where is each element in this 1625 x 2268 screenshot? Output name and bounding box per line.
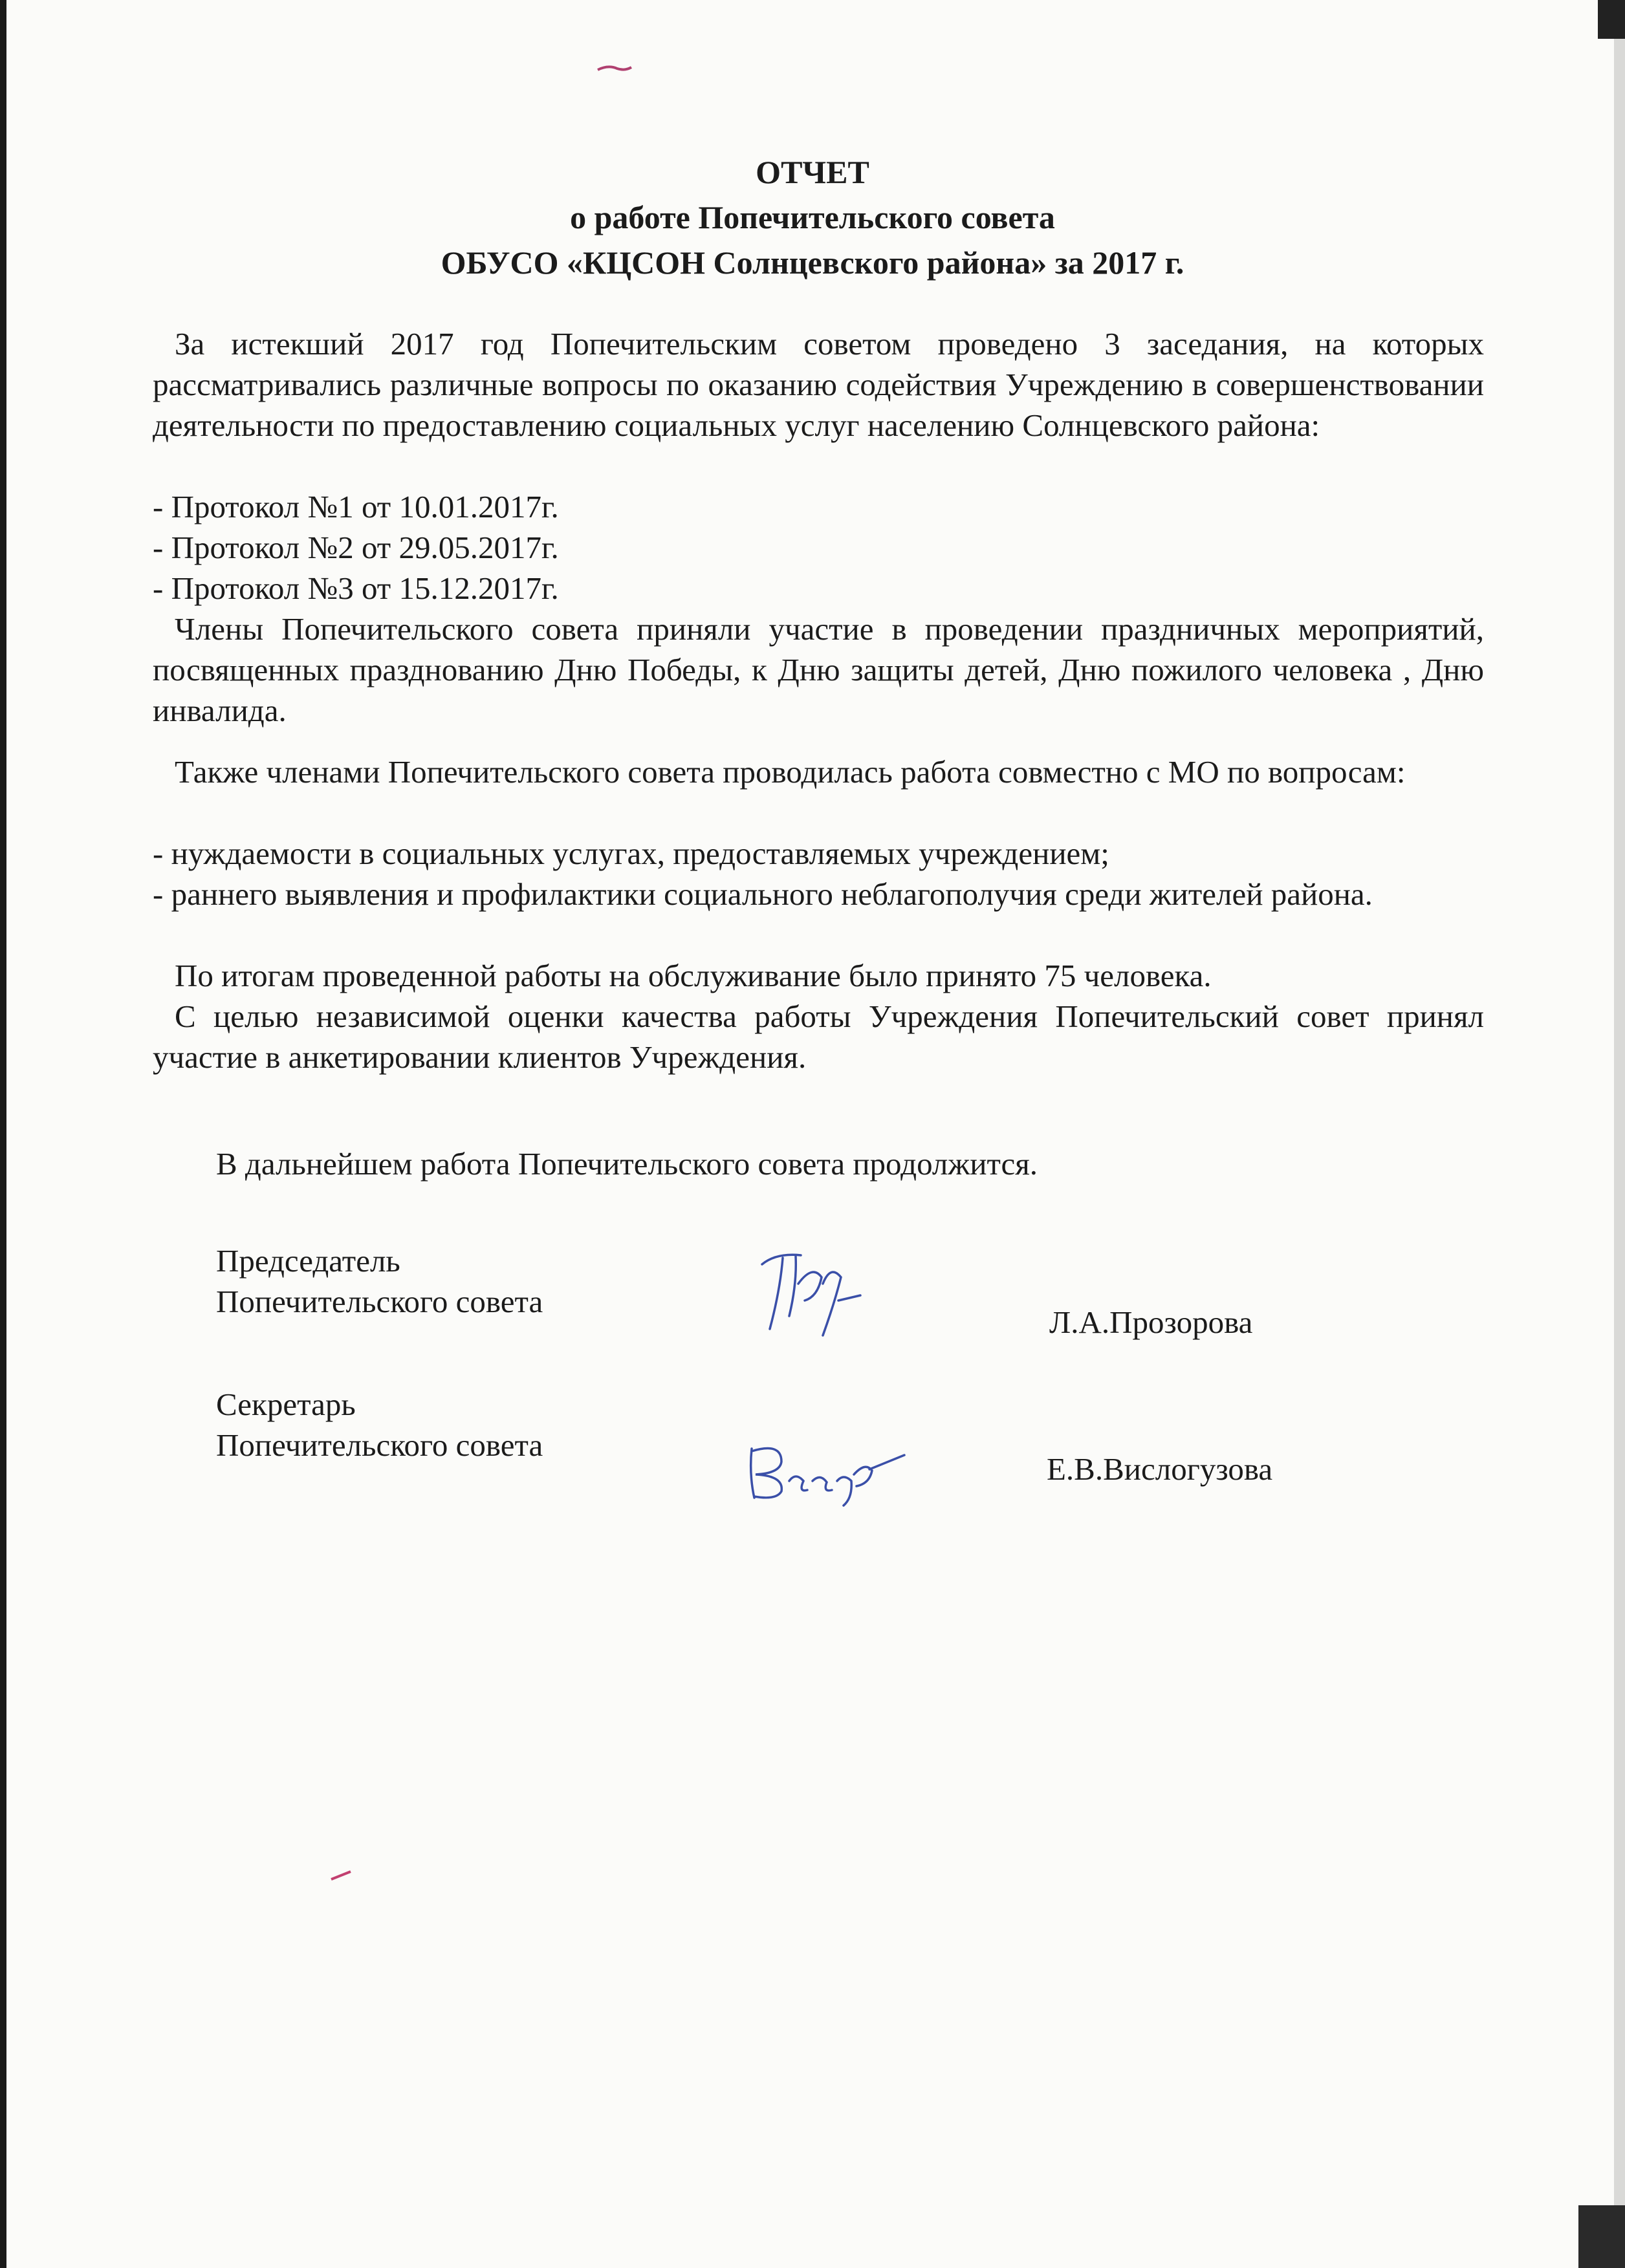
secretary-role-title: Секретарь [216, 1387, 356, 1422]
chairman-role-council: Попечительского совета [216, 1284, 543, 1319]
closing-statement: В дальнейшем работа Попечительского совета продолжится. [216, 1146, 1038, 1182]
paragraph-result: По итогам проведенной работы на обслуживание было принято 75 человека. [175, 958, 1212, 993]
issue-item: - нуждаемости в социальных услугах, предоставляемых учреждением; [153, 836, 1109, 871]
document-title: ОТЧЕТ [756, 154, 869, 190]
issue-item: - раннего выявления и профилактики социального неблагополучия среди жителей района. [153, 876, 1373, 912]
scan-corner-bottom-right [1578, 2205, 1625, 2268]
document-subtitle-line1: о работе Попечительского совета [570, 199, 1055, 235]
scan-edge-right [1614, 0, 1625, 2268]
secretary-signature [743, 1436, 911, 1507]
paragraph-survey: С целью независимой оценки качества работы Учреждения Попечительский совет принял участие в анкетировании клиентов Учреждения. [153, 999, 1484, 1075]
paragraph-intro: За истекший 2017 год Попечительским советом проведено 3 заседания, на которых рассматривались различные вопросы по оказанию содействия Учреждению в совершенствовании деятельности по предоставлению социальных услуг населению Солнцевского района: [153, 326, 1484, 443]
scan-mark-top [595, 62, 634, 75]
chairman-role [216, 1240, 543, 1322]
chairman-signature [750, 1238, 867, 1342]
secretary-role-council: Попечительского совета [216, 1427, 543, 1463]
paragraph-mo: Также членами Попечительского совета проводилась работа совместно с МО по вопросам: [175, 754, 1406, 790]
scan-corner-top-right [1598, 0, 1625, 39]
scan-edge-left [0, 0, 6, 2268]
chairman-name: Л.А.Прозорова [1049, 1304, 1253, 1340]
document-subtitle-line2: ОБУСО «КЦСОН Солнцевского района» за 2017 г. [441, 244, 1184, 281]
secretary-name: Е.В.Вислогузова [1047, 1451, 1273, 1487]
secretary-role [216, 1384, 543, 1465]
scan-mark-bottom [329, 1869, 354, 1882]
paragraph-events: Члены Попечительского совета приняли участие в проведении праздничных мероприятий, посвященных празднованию Дню Победы, к Дню защиты детей, Дню пожилого человека , Дню инвалида. [153, 611, 1484, 728]
protocol-item: - Протокол №2 от 29.05.2017г. [153, 530, 559, 565]
chairman-role-title: Председатель [216, 1243, 400, 1279]
protocol-item: - Протокол №3 от 15.12.2017г. [153, 570, 559, 606]
protocol-item: - Протокол №1 от 10.01.2017г. [153, 489, 559, 524]
